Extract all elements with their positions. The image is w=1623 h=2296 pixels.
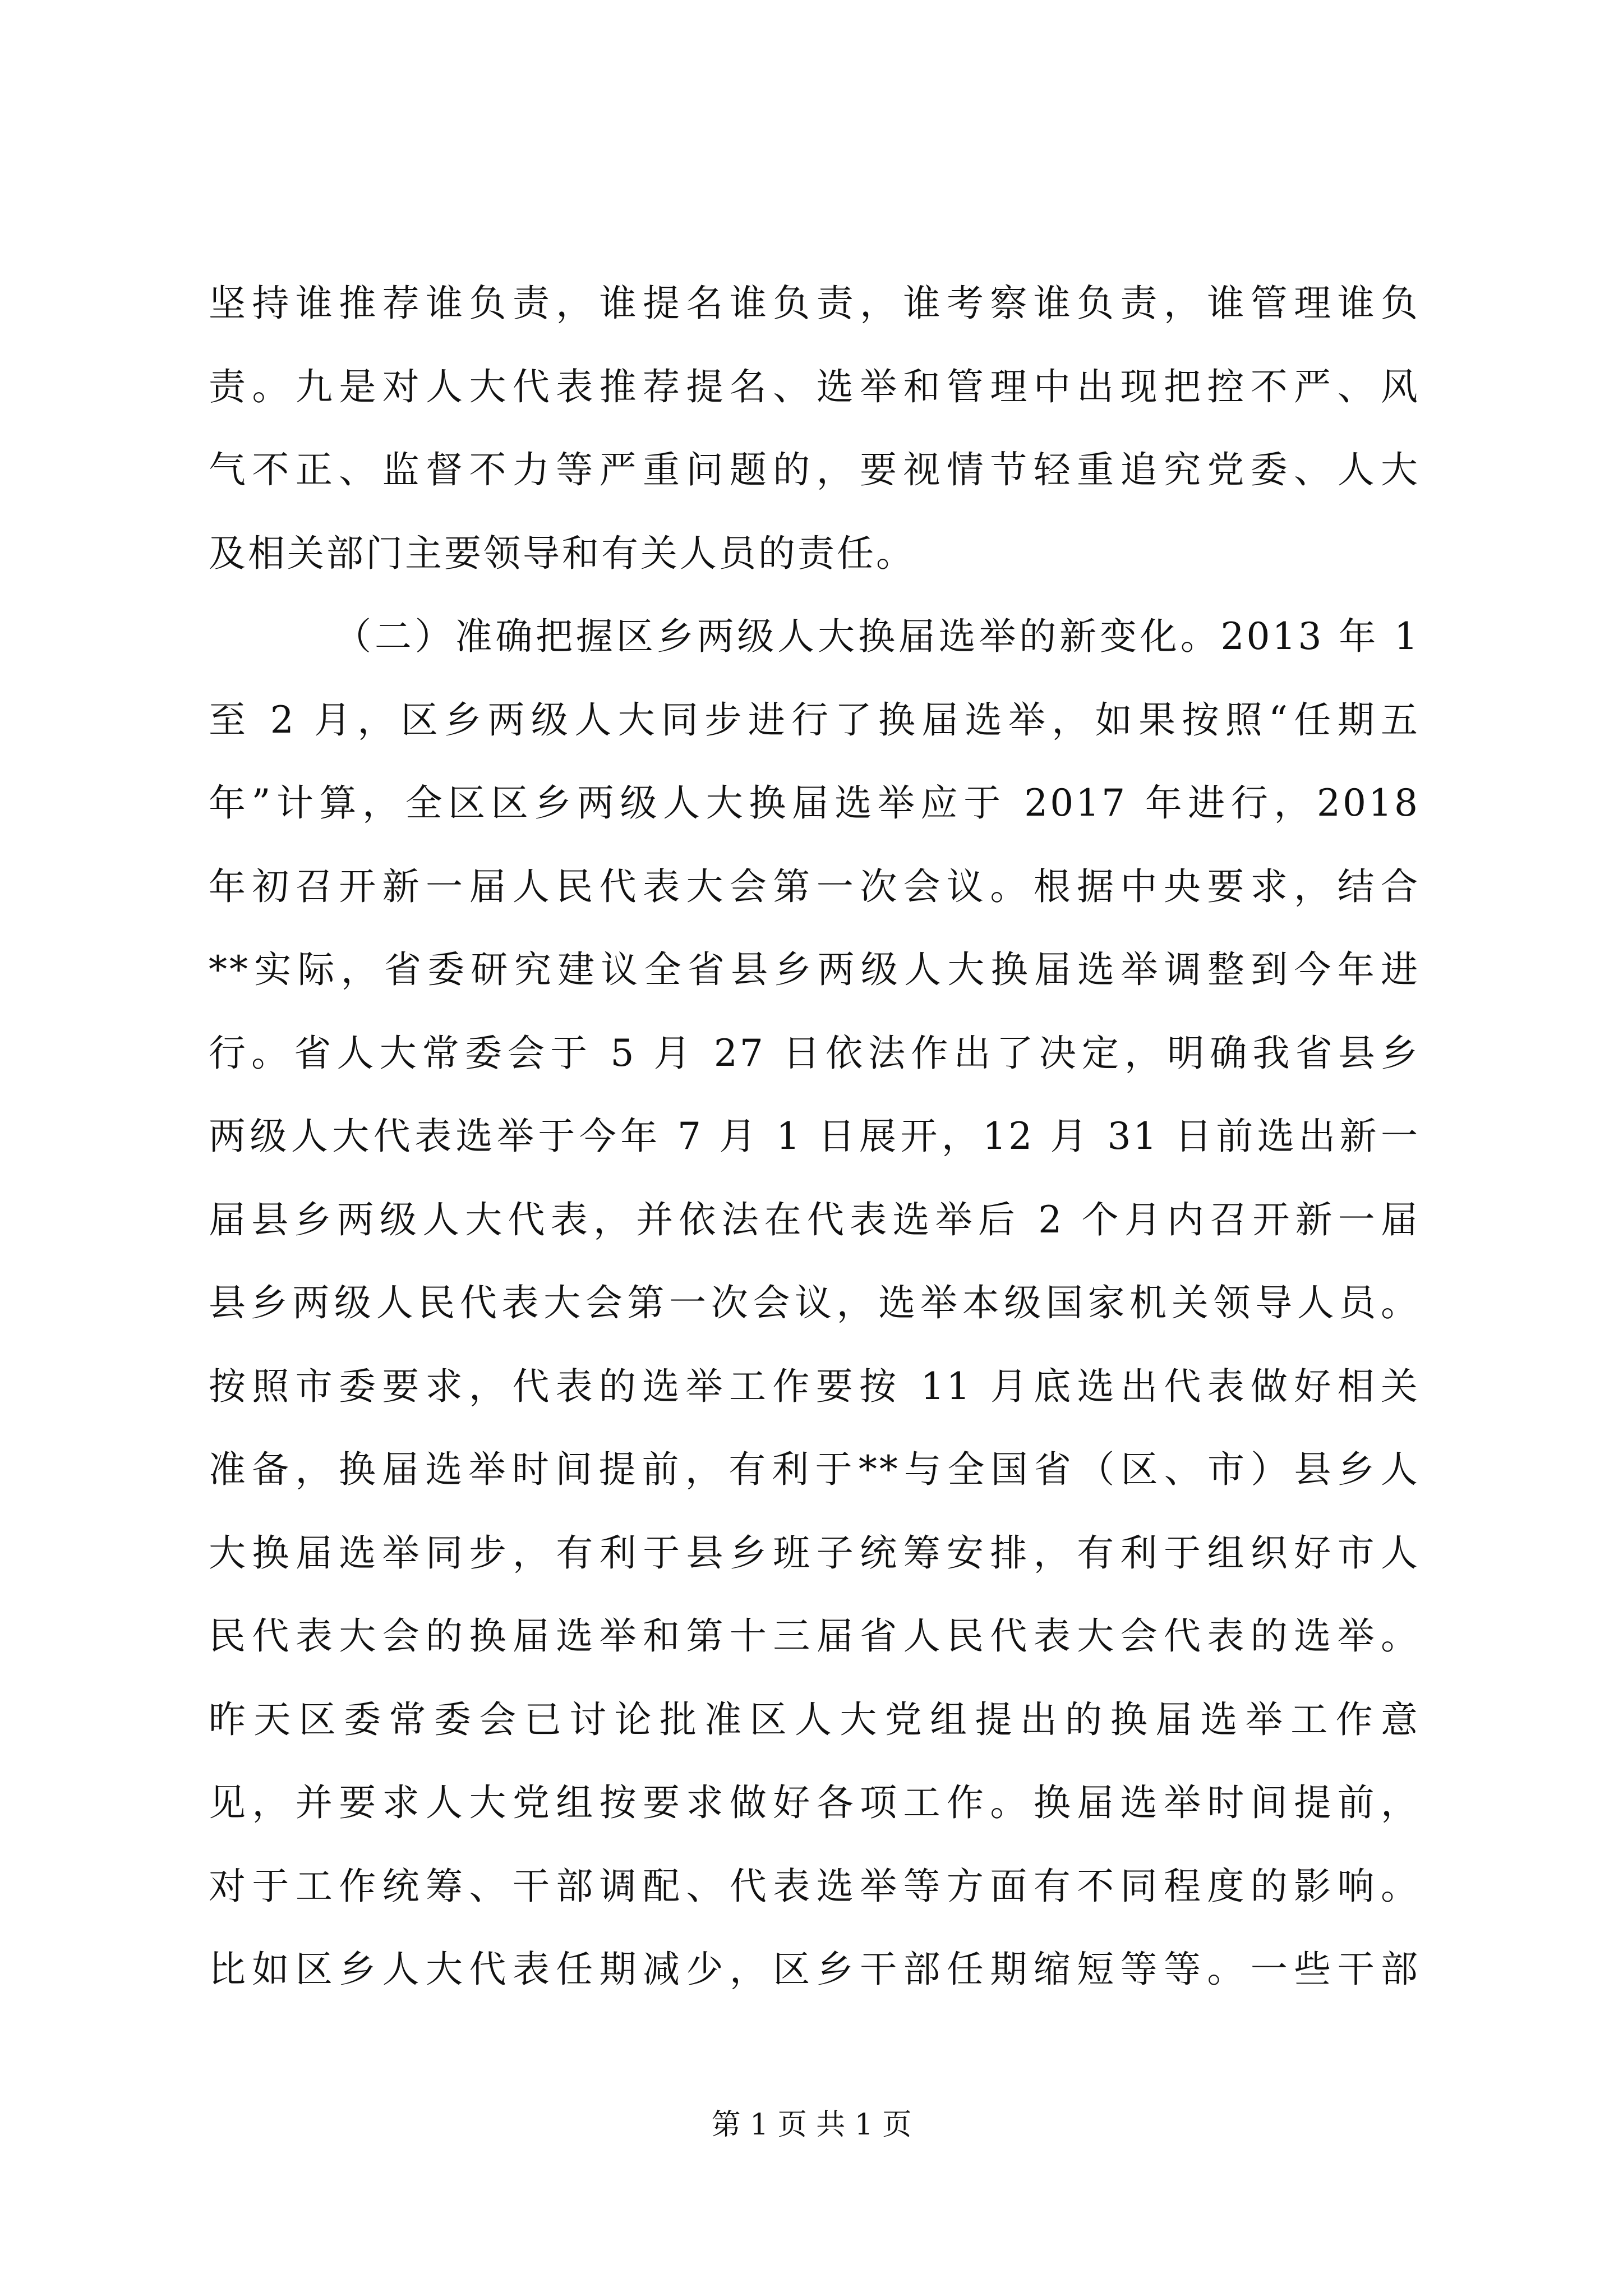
text-line: 大换届选举同步，有利于县乡班子统筹安排，有利于组织好市人	[209, 1531, 1420, 1575]
paragraph-first-line: （二）准确把握区乡两级人大换届选举的新变化。2013 年 1	[334, 615, 1420, 658]
text-line: 年”计算，全区区乡两级人大换届选举应于 2017 年进行，2018	[209, 781, 1420, 825]
text-line: 两级人大代表选举于今年 7 月 1 日展开，12 月 31 日前选出新一	[209, 1115, 1420, 1158]
text-line: 见，并要求人大党组按要求做好各项工作。换届选举时间提前，	[209, 1781, 1420, 1824]
text-line: **实际，省委研究建议全省县乡两级人大换届选举调整到今年进	[209, 948, 1420, 991]
text-line: 准备，换届选举时间提前，有利于**与全国省（区、市）县乡人	[209, 1448, 1420, 1491]
text-line: 及相关部门主要领导和有关人员的责任。	[209, 531, 915, 575]
text-line: 昨天区委常委会已讨论批准区人大党组提出的换届选举工作意	[209, 1697, 1420, 1741]
text-line: 责。九是对人大代表推荐提名、选举和管理中出现把控不严、风	[209, 365, 1420, 408]
text-line: 县乡两级人民代表大会第一次会议，选举本级国家机关领导人员。	[209, 1281, 1420, 1324]
text-line: 至 2 月，区乡两级人大同步进行了换届选举，如果按照“任期五	[209, 698, 1420, 742]
text-line: 年初召开新一届人民代表大会第一次会议。根据中央要求，结合	[209, 864, 1420, 908]
text-line: 对于工作统筹、干部调配、代表选举等方面有不同程度的影响。	[209, 1864, 1420, 1908]
text-line: 气不正、监督不力等严重问题的，要视情节轻重追究党委、人大	[209, 448, 1420, 491]
page-footer: 第 1 页 共 1 页	[711, 2108, 912, 2142]
text-line: 比如区乡人大代表任期减少，区乡干部任期缩短等等。一些干部	[209, 1948, 1420, 1991]
text-line: 行。省人大常委会于 5 月 27 日依法作出了决定，明确我省县乡	[209, 1031, 1420, 1075]
text-line: 民代表大会的换届选举和第十三届省人民代表大会代表的选举。	[209, 1614, 1420, 1658]
text-line: 按照市委要求，代表的选举工作要按 11 月底选出代表做好相关	[209, 1364, 1420, 1408]
body-text	[209, 262, 1420, 2012]
text-line: 坚持谁推荐谁负责，谁提名谁负责，谁考察谁负责，谁管理谁负	[209, 282, 1420, 325]
text-line: 届县乡两级人大代表，并依法在代表选举后 2 个月内召开新一届	[209, 1198, 1420, 1241]
